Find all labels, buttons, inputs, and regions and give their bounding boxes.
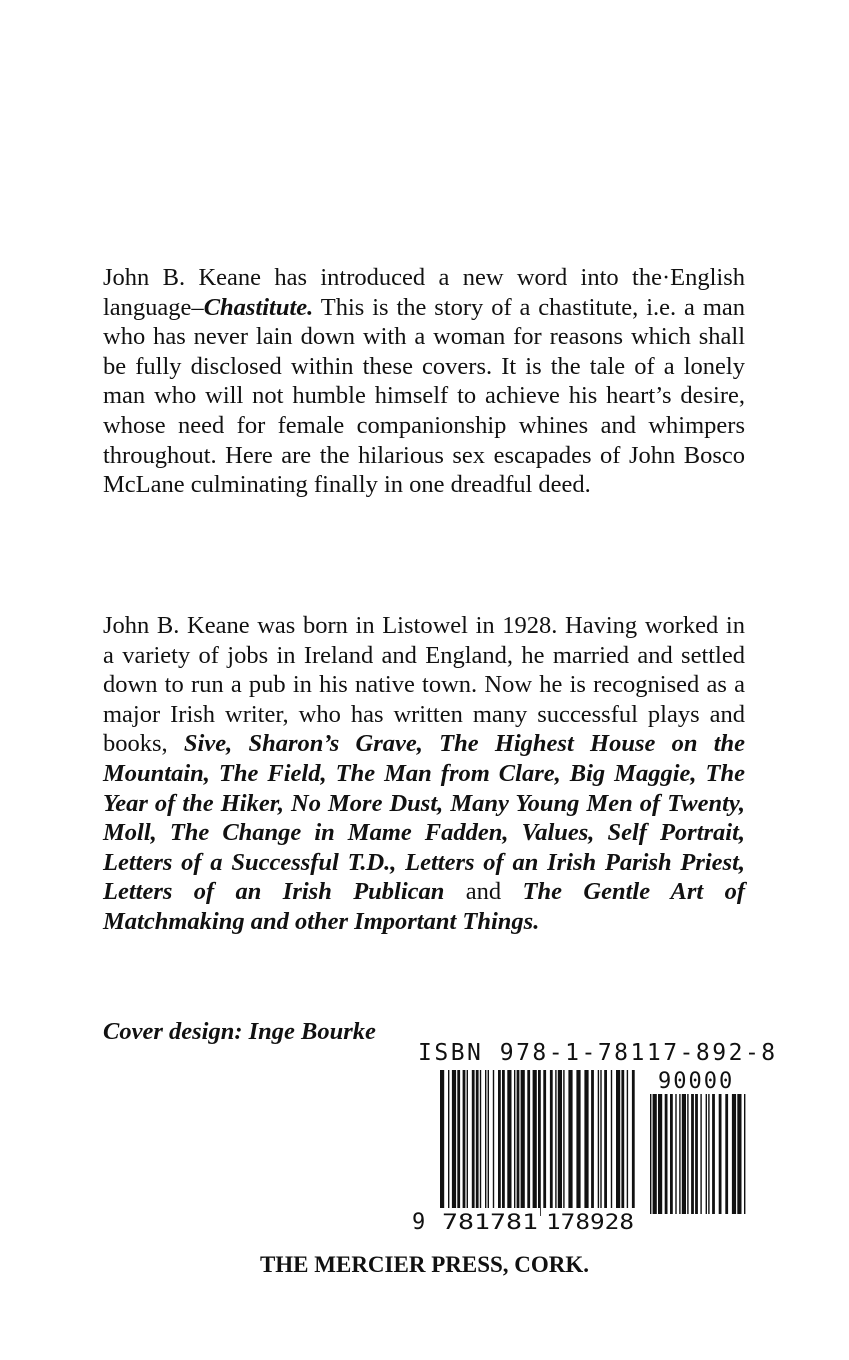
barcode-bar — [514, 1070, 515, 1208]
isbn-label: ISBN 978-1-78117-892-8 — [418, 1040, 778, 1066]
barcode-bar — [695, 1094, 698, 1214]
bio-title: The Year of the Hiker, — [103, 759, 745, 817]
blurb-stray-mark: · — [661, 264, 671, 291]
bio-title: Letters of an Irish Publican — [103, 878, 445, 906]
barcode-bar — [563, 1070, 564, 1208]
bio-title: Letters of an Irish Parish Priest, — [405, 848, 746, 876]
barcode-bar — [725, 1094, 728, 1214]
barcode-bar — [440, 1070, 444, 1216]
bio-title: Sharon’s Grave, — [248, 730, 423, 758]
barcode-bar — [687, 1094, 688, 1214]
bio-title: Moll, — [103, 819, 157, 847]
blurb-paragraph — [103, 263, 745, 500]
barcode-bar — [558, 1070, 562, 1208]
barcode-bar — [480, 1070, 481, 1208]
barcode-bar — [498, 1070, 501, 1208]
barcode-bar — [476, 1070, 479, 1208]
barcode-bar — [679, 1094, 680, 1214]
barcode-right-digits: 178928 — [546, 1210, 634, 1234]
barcode-bar — [507, 1070, 511, 1208]
barcode-bar — [538, 1070, 541, 1216]
bio-title: Self Portrait, — [607, 819, 746, 847]
barcode-bar — [604, 1070, 607, 1208]
barcode-bar — [665, 1094, 668, 1214]
bio-text-1: John B. Keane was born in Listowel in 1928. Having worked in a variety of jobs in Ireland and England, he married and settled down to run a pub in his native town. Now he is recognised as a major Irish writer, who has written many successful plays and books, — [103, 612, 745, 758]
barcode-bar — [527, 1070, 530, 1208]
barcode-bar — [621, 1070, 624, 1208]
barcode-bar — [744, 1094, 745, 1214]
barcode-bar — [700, 1094, 701, 1214]
barcode-bar — [675, 1094, 676, 1214]
barcode-bar — [448, 1070, 449, 1208]
barcode-bar — [706, 1094, 707, 1214]
barcode-bar — [550, 1070, 553, 1208]
barcode-bar — [517, 1070, 520, 1208]
bio-title: The Field, — [218, 759, 327, 787]
blurb-text-3: This is the story of a chastitute, i.e. a man who has never lain down with a woman for reasons which shall be fully disclosed within these covers. It is the tale of a lonely man who will not humble himself to achieve his heart’s desire, whose need for female companionship whines and whimpers throughout. Here are the hilarious sex escapades of John Bosco McLane culminating finally in one dreadful deed. — [103, 293, 745, 499]
isbn-barcode — [410, 1066, 750, 1236]
barcode-bar — [533, 1070, 537, 1208]
blurb-text-1: John B. Keane has introduced a new word into the — [103, 264, 662, 291]
barcode-bar — [502, 1070, 505, 1208]
barcode-bar — [712, 1094, 715, 1214]
barcode-bar — [670, 1094, 673, 1214]
barcode-bar — [488, 1070, 489, 1208]
bio-title: Sive, — [183, 730, 233, 758]
barcode-bar — [457, 1070, 460, 1208]
barcode-bar — [600, 1070, 601, 1208]
barcode-bar — [598, 1070, 599, 1208]
barcode-bar — [463, 1070, 466, 1208]
blurb-chastitute-word: Chastitute. — [203, 293, 314, 321]
bio-title: The Gentle Art of Matchmaking and other Important Things. — [103, 878, 745, 935]
bio-title: The Highest House on the Mountain, — [103, 730, 746, 787]
barcode-bar — [543, 1070, 546, 1208]
barcode-bar — [576, 1070, 580, 1208]
barcode-bar — [472, 1070, 475, 1208]
cover-design-credit: Cover design: Inge Bourke — [103, 1018, 376, 1045]
bio-title: Values, — [521, 819, 595, 847]
bio-title: Many Young Men of Twenty, — [450, 789, 746, 817]
barcode-lead-digit: 9 — [412, 1210, 426, 1235]
barcode-bar — [650, 1094, 651, 1214]
barcode-bar — [611, 1070, 612, 1208]
author-bio-paragraph — [103, 611, 745, 937]
barcode-bar — [719, 1094, 722, 1214]
barcode-bar — [616, 1070, 620, 1208]
blurb-text-2: English language– — [103, 264, 745, 321]
barcode-bar — [708, 1094, 709, 1214]
bio-title: The Change in Mame Fadden, — [169, 819, 509, 847]
bio-title: The Man from Clare, — [335, 759, 561, 787]
barcode-bar — [732, 1094, 736, 1214]
barcode-bar — [452, 1070, 456, 1208]
barcode-bar — [591, 1070, 594, 1208]
barcode-bar — [691, 1094, 694, 1214]
bio-title: Letters of a Successful T.D., — [103, 848, 397, 876]
barcode-bar — [737, 1094, 741, 1214]
barcode-bar — [653, 1094, 657, 1214]
barcode-bar — [682, 1094, 686, 1214]
barcode-addon-digits: 90000 — [658, 1069, 735, 1094]
barcode-bar — [467, 1070, 468, 1208]
barcode-bar — [632, 1070, 635, 1208]
barcode-bar — [485, 1070, 486, 1208]
barcode-bar — [493, 1070, 494, 1208]
barcode-left-digits: 781781 — [442, 1210, 538, 1234]
barcode-bar — [584, 1070, 588, 1208]
bio-title: Big Maggie, — [569, 759, 697, 787]
barcode-bar — [555, 1070, 556, 1208]
barcode-bar — [521, 1070, 525, 1208]
bio-and: and — [444, 878, 523, 906]
barcode-bar — [627, 1070, 628, 1208]
publisher-imprint: THE MERCIER PRESS, CORK. — [259, 1252, 590, 1277]
bio-title: No More Dust, — [291, 789, 444, 817]
barcode-bar — [658, 1094, 662, 1214]
barcode-bar — [568, 1070, 572, 1208]
